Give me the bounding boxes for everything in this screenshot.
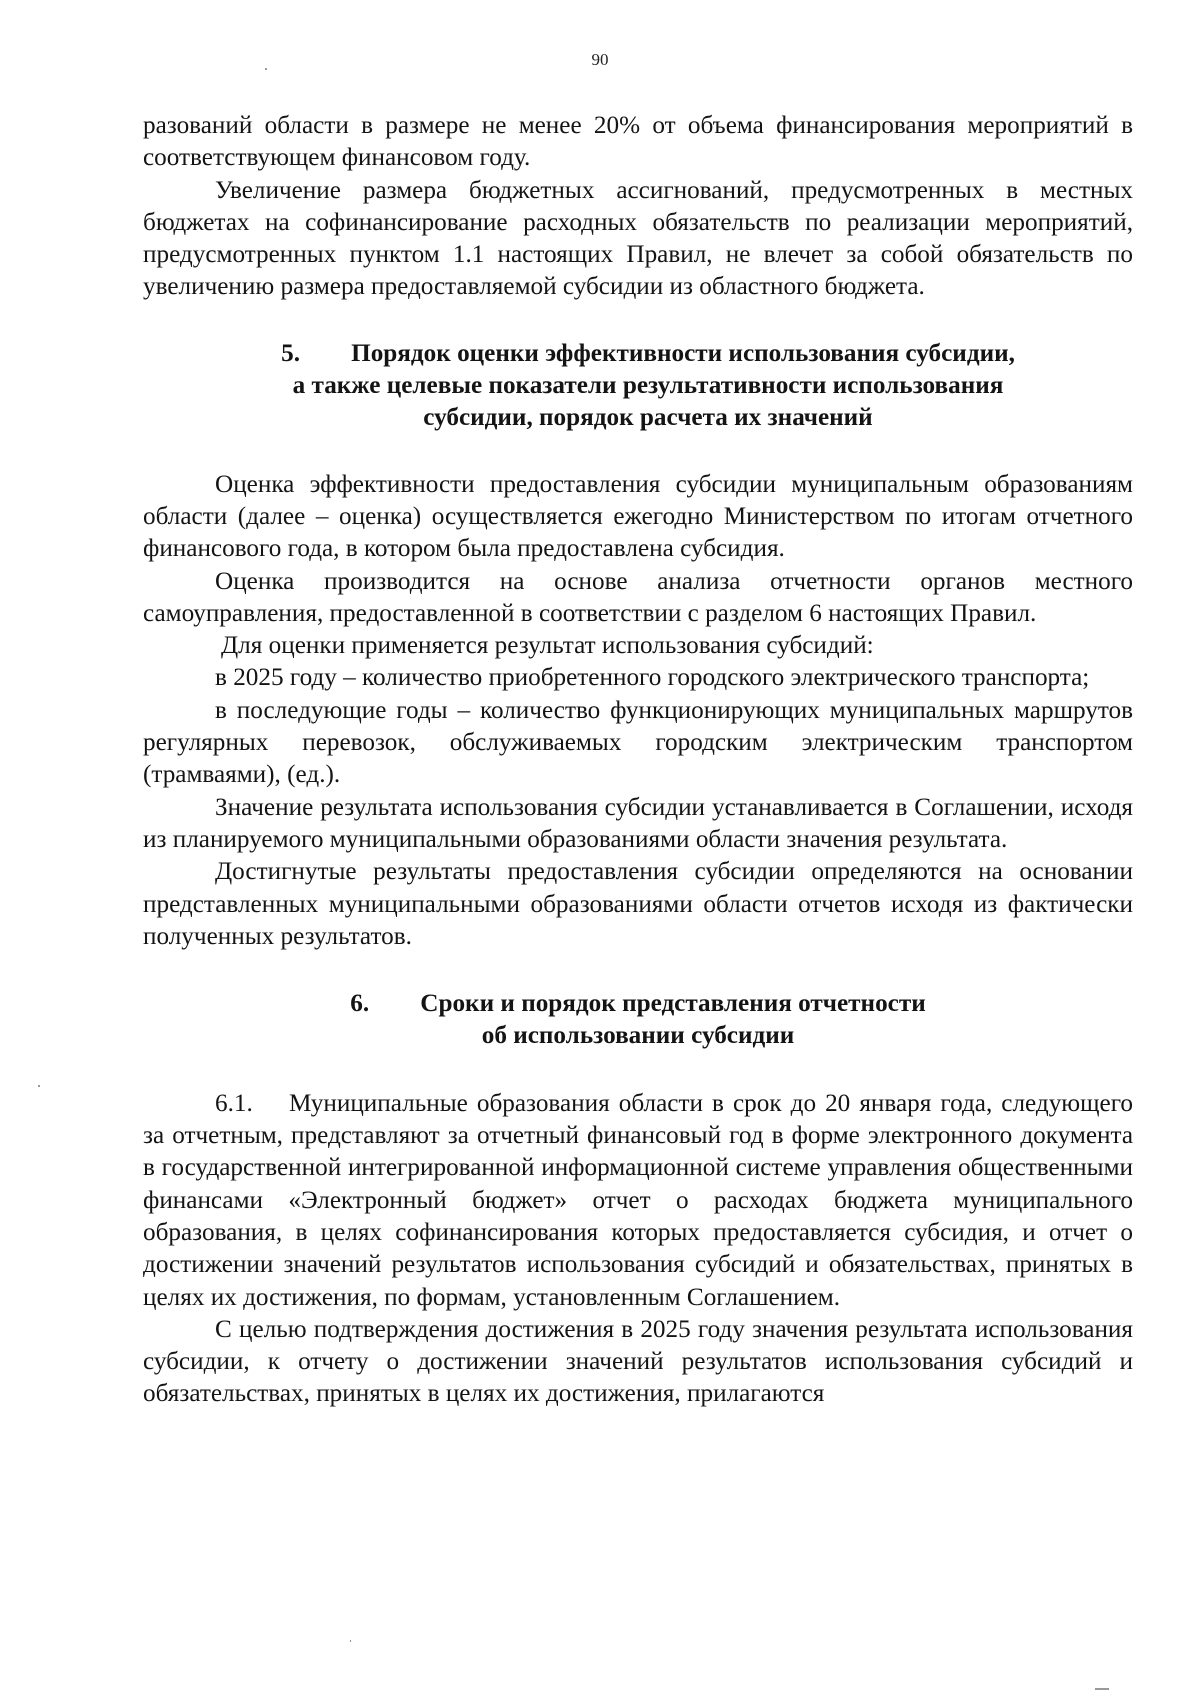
paragraph: в 2025 году – количество приобретенного городского электрического транспорта; [215,664,1090,692]
scan-speck [350,1640,351,1642]
section-title-line: Порядок оценки эффективности использования субсидии, [351,339,1015,367]
section-title-line: об использовании субсидии [481,1022,795,1050]
section-title-line: Сроки и порядок представления отчетности [420,990,926,1018]
paragraph-item-6-1 [143,1088,1133,1314]
paragraph: разований области в размере не менее 20% от объема финансирования мероприятий в соответствующем финансовом году. [143,112,1133,172]
page-content [143,110,1133,1411]
section-number: 6. [350,990,370,1018]
scan-speck [1095,1688,1109,1690]
section-title-line: субсидии, порядок расчета их значений [423,404,873,432]
item-text: Муниципальные образования области в срок до 20 января года, следующего за отчетным, представляют за отчетный финансовый год в форме электронного документа в государственной интегрированной информационной системе управления общественными финансами «Электронный бюджет» отчет о расходах бюджета муниципального образования, в целях софинансирования которых предоставляется субсидия, и отчет о достижении значений результатов использования субсидий и обязательствах, принятых в целях их достижения, по формам, установленным Соглашением. [143,1089,1133,1311]
scan-speck [38,1085,40,1087]
section-number: 5. [281,339,300,367]
paragraph: Для оценки применяется результат использования субсидий: [221,632,874,660]
section-5-heading [143,338,1133,435]
paragraph: С целью подтверждения достижения в 2025 году значения результата использования субсидии, к отчету о достижении значений результатов использования субсидий и обязательствах, принятых в целях их достижения, прилагаются [143,1315,1133,1408]
scan-speck [265,68,267,70]
paragraph: Увеличение размера бюджетных ассигнований, предусмотренных в местных бюджетах на софинансирование расходных обязательств по реализации мероприятий, предусмотренных пунктом 1.1 настоящих Правил, не влечет за собой обязательств по увеличению размера предоставляемой субсидии из областного бюджета. [143,176,1133,301]
paragraph: Значение результата использования субсидии устанавливается в Соглашении, исходя из планируемого муниципальными образованиями области значения результата. [143,793,1133,853]
section-6-heading [143,988,1133,1053]
paragraph: в последующие годы – количество функционирующих муниципальных маршрутов регулярных перевозок, обслуживаемых городским электрическим транспортом (трамваями), (ед.). [143,696,1133,789]
paragraph: Достигнутые результаты предоставления субсидии определяются на основании представленных муниципальными образованиями области отчетов исходя из фактически полученных результатов. [143,858,1133,950]
item-number: 6.1. [215,1089,253,1117]
page-number: 90 [591,50,609,69]
paragraph: Оценка производится на основе анализа отчетности органов местного самоуправления, предоставленной в соответствии с разделом 6 настоящих Правил. [143,567,1133,627]
paragraph: Оценка эффективности предоставления субсидии муниципальным образованиям области (далее – оценка) осуществляется ежегодно Министерством по итогам отчетного финансового года, в котором была предоставлена субсидия. [143,470,1133,563]
section-title-line: а также целевые показатели результативности использования [292,372,1004,400]
